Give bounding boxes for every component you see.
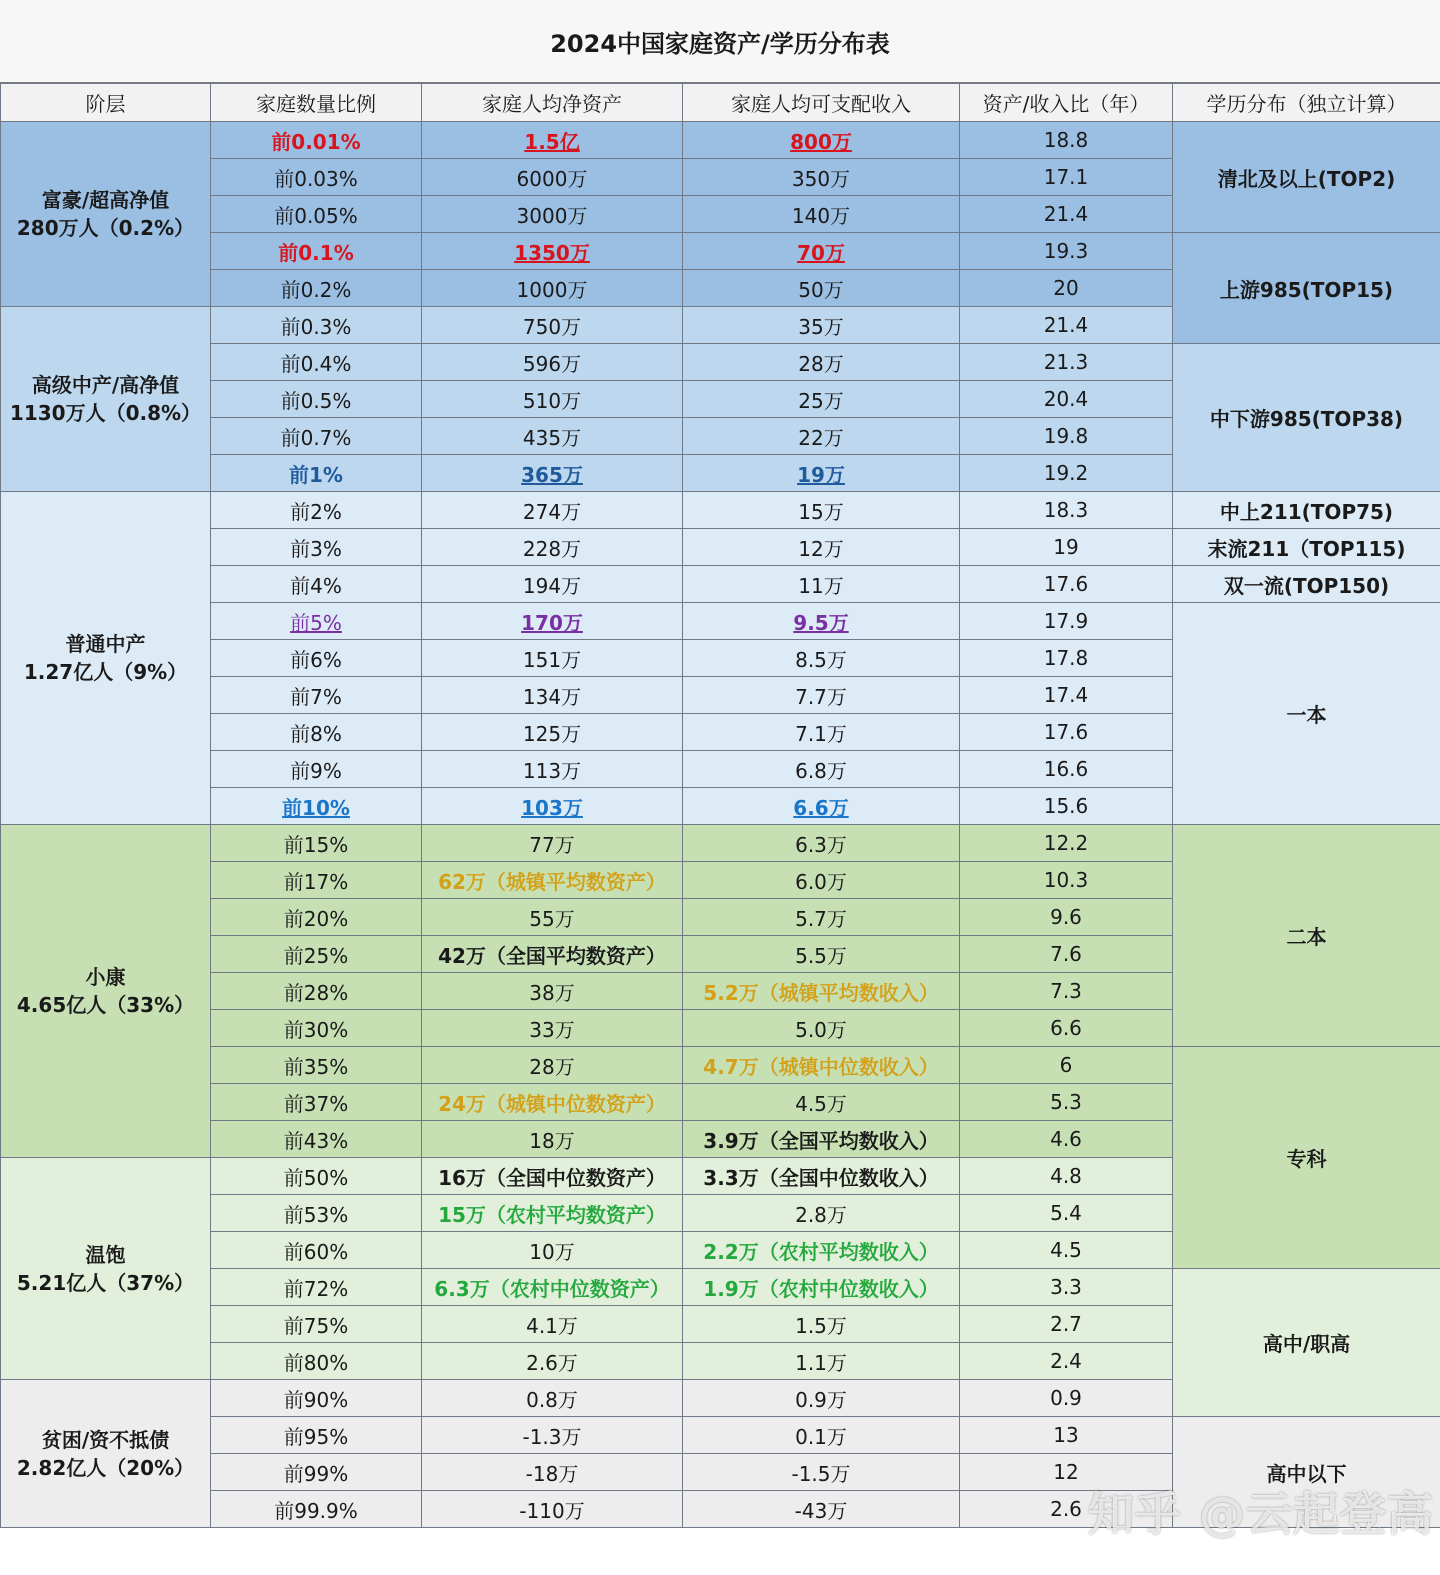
distribution-table (0, 83, 1440, 1528)
ratio-cell: 17.9 (960, 603, 1173, 640)
income-cell: 7.7万 (683, 677, 960, 714)
income-cell: 22万 (683, 418, 960, 455)
income-cell: 3.3万（全国中位数收入） (683, 1158, 960, 1195)
ratio-cell: 13 (960, 1417, 1173, 1454)
income-cell: 3.9万（全国平均数收入） (683, 1121, 960, 1158)
pct-cell: 前9% (211, 751, 422, 788)
asset-cell: -110万 (422, 1491, 683, 1528)
table-row (1, 122, 1440, 159)
tier-name: 小康 (85, 965, 126, 989)
income-cell: 6.6万 (683, 788, 960, 825)
ratio-cell: 19.3 (960, 233, 1173, 270)
tier-name: 温饱 (85, 1242, 126, 1267)
income-cell: 15万 (683, 492, 960, 529)
income-cell: -1.5万 (683, 1454, 960, 1491)
pct-cell: 前50% (211, 1158, 422, 1195)
pct-cell: 前99% (211, 1454, 422, 1491)
asset-cell: 170万 (422, 603, 683, 640)
pct-cell: 前60% (211, 1232, 422, 1269)
pct-cell: 前90% (211, 1380, 422, 1417)
asset-cell: 10万 (422, 1232, 683, 1269)
income-cell: 12万 (683, 529, 960, 566)
pct-cell: 前37% (211, 1084, 422, 1121)
asset-cell: 274万 (422, 492, 683, 529)
pct-cell: 前0.05% (211, 196, 422, 233)
table-row (1, 1269, 1440, 1306)
ratio-cell: 18.3 (960, 492, 1173, 529)
asset-cell: 1000万 (422, 270, 683, 307)
asset-cell: 228万 (422, 529, 683, 566)
pct-cell: 前0.01% (211, 122, 422, 159)
ratio-cell: 2.4 (960, 1343, 1173, 1380)
ratio-cell: 4.8 (960, 1158, 1173, 1195)
edu-cell-top115: 末流211（TOP115) (1173, 529, 1440, 566)
tier-population: 4.65亿人（33%） (16, 993, 195, 1017)
header-asset-income-ratio: 资产/收入比（年） (960, 84, 1173, 122)
ratio-cell: 6.6 (960, 1010, 1173, 1047)
income-cell: 0.1万 (683, 1417, 960, 1454)
tier-cell-poor (1, 1380, 211, 1528)
pct-cell: 前53% (211, 1195, 422, 1232)
header-net-asset: 家庭人均净资产 (422, 84, 683, 122)
pct-cell: 前0.5% (211, 381, 422, 418)
tier-cell-xiaokang (1, 825, 211, 1158)
ratio-cell: 2.6 (960, 1491, 1173, 1528)
edu-cell-junior-college: 专科 (1173, 1047, 1440, 1269)
pct-cell: 前0.3% (211, 307, 422, 344)
pct-cell: 前43% (211, 1121, 422, 1158)
asset-cell: 750万 (422, 307, 683, 344)
tier-cell-middle (1, 492, 211, 825)
asset-cell: 15万（农村平均数资产） (422, 1195, 683, 1232)
ratio-cell: 2.7 (960, 1306, 1173, 1343)
asset-cell: 24万（城镇中位数资产） (422, 1084, 683, 1121)
pct-cell: 前5% (211, 603, 422, 640)
edu-cell-tier2: 二本 (1173, 825, 1440, 1047)
asset-cell: 28万 (422, 1047, 683, 1084)
tier-population: 280万人（0.2%） (16, 216, 195, 240)
header-income: 家庭人均可支配收入 (683, 84, 960, 122)
asset-cell: 194万 (422, 566, 683, 603)
asset-cell: 435万 (422, 418, 683, 455)
asset-cell: 1350万 (422, 233, 683, 270)
table-row (1, 1047, 1440, 1084)
tier-cell-high-middle (1, 307, 211, 492)
income-cell: 350万 (683, 159, 960, 196)
ratio-cell: 4.6 (960, 1121, 1173, 1158)
table-row (1, 492, 1440, 529)
ratio-cell: 9.6 (960, 899, 1173, 936)
asset-cell: 18万 (422, 1121, 683, 1158)
pct-cell: 前3% (211, 529, 422, 566)
asset-cell: 125万 (422, 714, 683, 751)
income-cell: 5.2万（城镇平均数收入） (683, 973, 960, 1010)
income-cell: 4.5万 (683, 1084, 960, 1121)
ratio-cell: 19 (960, 529, 1173, 566)
asset-cell: 6.3万（农村中位数资产） (422, 1269, 683, 1306)
asset-cell: 62万（城镇平均数资产） (422, 862, 683, 899)
income-cell: 25万 (683, 381, 960, 418)
edu-cell-high-school: 高中/职高 (1173, 1269, 1440, 1417)
pct-cell: 前95% (211, 1417, 422, 1454)
pct-cell: 前15% (211, 825, 422, 862)
tier-cell-rich (1, 122, 211, 307)
asset-cell: 16万（全国中位数资产） (422, 1158, 683, 1195)
edu-cell-top75: 中上211(TOP75) (1173, 492, 1440, 529)
income-cell: 1.1万 (683, 1343, 960, 1380)
ratio-cell: 12.2 (960, 825, 1173, 862)
ratio-cell: 15.6 (960, 788, 1173, 825)
pct-cell: 前0.4% (211, 344, 422, 381)
tier-cell-wenbao (1, 1158, 211, 1380)
asset-cell: 42万（全国平均数资产） (422, 936, 683, 973)
asset-cell: -18万 (422, 1454, 683, 1491)
pct-cell: 前7% (211, 677, 422, 714)
pct-cell: 前72% (211, 1269, 422, 1306)
table-row (1, 529, 1440, 566)
income-cell: 11万 (683, 566, 960, 603)
pct-cell: 前1% (211, 455, 422, 492)
income-cell: 4.7万（城镇中位数收入） (683, 1047, 960, 1084)
income-cell: 0.9万 (683, 1380, 960, 1417)
zhihu-watermark: 知乎 @云起登高 (1088, 1487, 1435, 1541)
asset-cell: 38万 (422, 973, 683, 1010)
ratio-cell: 17.8 (960, 640, 1173, 677)
income-cell: 5.5万 (683, 936, 960, 973)
ratio-cell: 21.4 (960, 196, 1173, 233)
ratio-cell: 4.5 (960, 1232, 1173, 1269)
pct-cell: 前0.2% (211, 270, 422, 307)
ratio-cell: 21.4 (960, 307, 1173, 344)
pct-cell: 前0.03% (211, 159, 422, 196)
edu-cell-top38: 中下游985(TOP38) (1173, 344, 1440, 492)
pct-cell: 前25% (211, 936, 422, 973)
asset-cell: 55万 (422, 899, 683, 936)
ratio-cell: 16.6 (960, 751, 1173, 788)
pct-cell: 前30% (211, 1010, 422, 1047)
ratio-cell: 20.4 (960, 381, 1173, 418)
edu-cell-top150: 双一流(TOP150) (1173, 566, 1440, 603)
asset-cell: 365万 (422, 455, 683, 492)
asset-cell: 77万 (422, 825, 683, 862)
ratio-cell: 6 (960, 1047, 1173, 1084)
income-cell: 9.5万 (683, 603, 960, 640)
income-cell: 5.7万 (683, 899, 960, 936)
income-cell: 70万 (683, 233, 960, 270)
ratio-cell: 5.3 (960, 1084, 1173, 1121)
asset-cell: 2.6万 (422, 1343, 683, 1380)
table-row (1, 603, 1440, 640)
tier-population: 1.27亿人（9%） (23, 660, 188, 684)
income-cell: 1.9万（农村中位数收入） (683, 1269, 960, 1306)
edu-cell-top15: 上游985(TOP15) (1173, 233, 1440, 344)
tier-name: 普通中产 (65, 632, 146, 656)
ratio-cell: 20 (960, 270, 1173, 307)
table-row (1, 344, 1440, 381)
ratio-cell: 0.9 (960, 1380, 1173, 1417)
ratio-cell: 12 (960, 1454, 1173, 1491)
header-household-ratio: 家庭数量比例 (211, 84, 422, 122)
ratio-cell: 19.8 (960, 418, 1173, 455)
pct-cell: 前35% (211, 1047, 422, 1084)
pct-cell: 前80% (211, 1343, 422, 1380)
table-row (1, 566, 1440, 603)
pct-cell: 前28% (211, 973, 422, 1010)
asset-cell: 33万 (422, 1010, 683, 1047)
income-cell: 2.8万 (683, 1195, 960, 1232)
edu-cell-top2: 清北及以上(TOP2) (1173, 122, 1440, 233)
ratio-cell: 17.6 (960, 714, 1173, 751)
asset-cell: 1.5亿 (422, 122, 683, 159)
pct-cell: 前4% (211, 566, 422, 603)
pct-cell: 前0.1% (211, 233, 422, 270)
pct-cell: 前75% (211, 1306, 422, 1343)
pct-cell: 前10% (211, 788, 422, 825)
pct-cell: 前0.7% (211, 418, 422, 455)
ratio-cell: 21.3 (960, 344, 1173, 381)
ratio-cell: 17.1 (960, 159, 1173, 196)
income-cell: 35万 (683, 307, 960, 344)
income-cell: 1.5万 (683, 1306, 960, 1343)
ratio-cell: 19.2 (960, 455, 1173, 492)
pct-cell: 前17% (211, 862, 422, 899)
pct-cell: 前2% (211, 492, 422, 529)
ratio-cell: 17.4 (960, 677, 1173, 714)
income-cell: 5.0万 (683, 1010, 960, 1047)
asset-cell: 151万 (422, 640, 683, 677)
edu-cell-tier1: 一本 (1173, 603, 1440, 825)
income-cell: 2.2万（农村平均数收入） (683, 1232, 960, 1269)
income-cell: 19万 (683, 455, 960, 492)
asset-cell: 103万 (422, 788, 683, 825)
income-cell: -43万 (683, 1491, 960, 1528)
header-tier: 阶层 (1, 84, 211, 122)
ratio-cell: 7.3 (960, 973, 1173, 1010)
asset-cell: 113万 (422, 751, 683, 788)
asset-cell: 596万 (422, 344, 683, 381)
pct-cell: 前6% (211, 640, 422, 677)
income-cell: 7.1万 (683, 714, 960, 751)
asset-cell: 3000万 (422, 196, 683, 233)
table-row (1, 233, 1440, 270)
income-cell: 800万 (683, 122, 960, 159)
tier-population: 5.21亿人（37%） (16, 1270, 195, 1295)
ratio-cell: 17.6 (960, 566, 1173, 603)
tier-name: 富豪/超高净值 (41, 188, 170, 212)
pct-cell: 前99.9% (211, 1491, 422, 1528)
pct-cell: 前20% (211, 899, 422, 936)
pct-cell: 前8% (211, 714, 422, 751)
asset-cell: 4.1万 (422, 1306, 683, 1343)
asset-cell: 0.8万 (422, 1380, 683, 1417)
tier-name: 高级中产/高净值 (31, 373, 180, 397)
edu-cell-below-high-school: 高中以下 (1173, 1417, 1440, 1528)
tier-population: 2.82亿人（20%） (16, 1455, 195, 1480)
ratio-cell: 18.8 (960, 122, 1173, 159)
table-row (1, 825, 1440, 862)
asset-cell: 6000万 (422, 159, 683, 196)
header-row (1, 84, 1440, 122)
table-row (1, 1417, 1440, 1454)
page-title: 2024中国家庭资产/学历分布表 (0, 0, 1440, 83)
asset-cell: 510万 (422, 381, 683, 418)
ratio-cell: 10.3 (960, 862, 1173, 899)
header-education: 学历分布（独立计算） (1173, 84, 1440, 122)
tier-name: 贫困/资不抵债 (41, 1427, 170, 1452)
ratio-cell: 7.6 (960, 936, 1173, 973)
income-cell: 6.3万 (683, 825, 960, 862)
income-cell: 28万 (683, 344, 960, 381)
asset-cell: -1.3万 (422, 1417, 683, 1454)
asset-cell: 134万 (422, 677, 683, 714)
income-cell: 6.8万 (683, 751, 960, 788)
income-cell: 140万 (683, 196, 960, 233)
income-cell: 8.5万 (683, 640, 960, 677)
tier-population: 1130万人（0.8%） (9, 401, 202, 425)
income-cell: 6.0万 (683, 862, 960, 899)
ratio-cell: 5.4 (960, 1195, 1173, 1232)
income-cell: 50万 (683, 270, 960, 307)
ratio-cell: 3.3 (960, 1269, 1173, 1306)
